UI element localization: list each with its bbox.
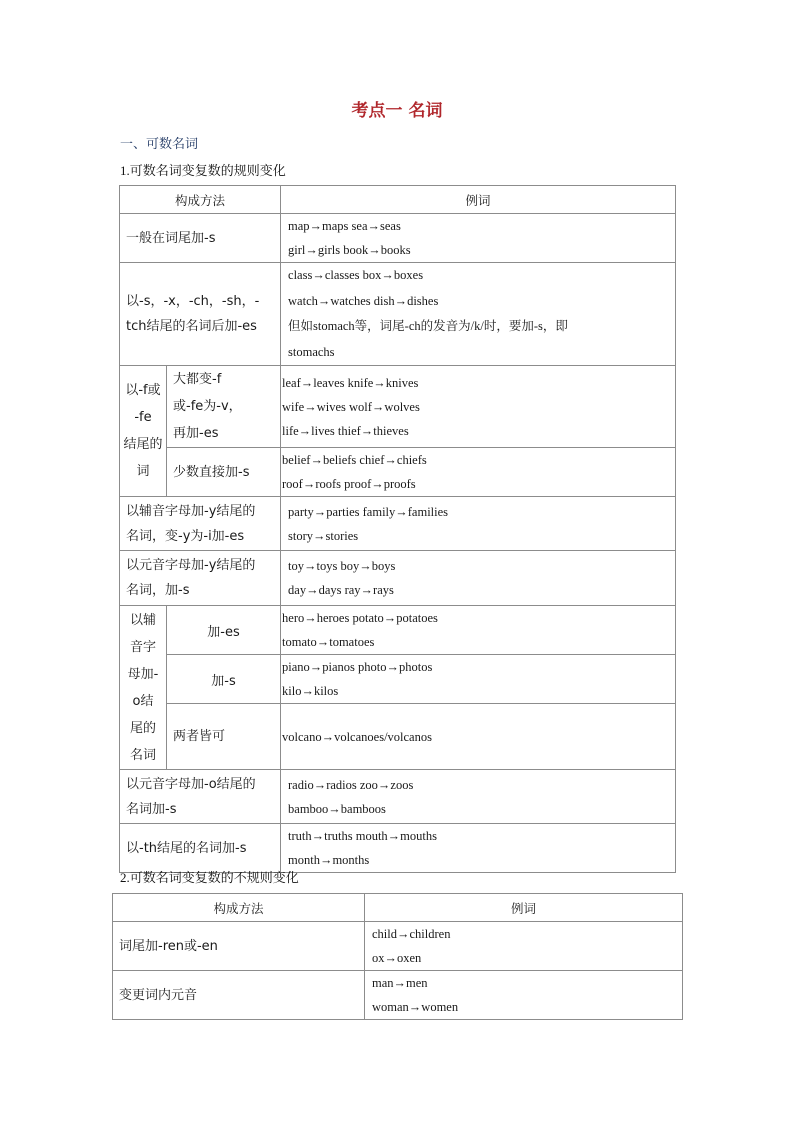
rule-examples [365,971,683,1020]
example-line: bamboo→bamboos [288,801,386,816]
rule-method [167,366,281,448]
example-line: class→classes box→boxes [288,268,424,282]
section-heading-countable-nouns: 一、可数名词 [120,137,199,152]
example-line: truth→truths mouth→mouths [288,829,437,843]
method-line: 以-s，-x，-ch，-sh，- [126,294,260,309]
example-line: wife→wives wolf→wolves [282,399,420,414]
rule-method [120,770,281,824]
method-line: 或-fe为-v， [173,399,242,414]
example-line: watch→watches dish→dishes [288,293,439,308]
group-line: 结尾的 [123,437,163,452]
table-row [120,655,676,704]
example-line: story→stories [288,528,359,543]
example-line: belief→beliefs chief→chiefs [282,453,427,467]
header-method: 构成方法 [113,894,365,922]
table-row [120,366,676,448]
example-line: woman→women [372,1000,459,1014]
table-header-row [120,186,676,214]
rule-examples [365,922,683,971]
example-line: roof→roofs proof→proofs [282,477,416,491]
rule-examples [281,448,676,497]
example-line: leaf→leaves knife→knives [282,375,419,390]
header-examples: 例词 [365,894,683,922]
example-line: man→men [372,976,428,990]
table-row [120,704,676,770]
rule-method: 两者皆可 [167,704,281,770]
rule-method: 少数直接加-s [167,448,281,497]
rule-examples [281,366,676,448]
group-line: 以-f或 [125,383,161,398]
rule-method [120,497,281,551]
table-row [120,448,676,497]
table-row [120,606,676,655]
group-line: 词 [136,464,150,479]
group-line: 名词 [129,747,156,763]
example-line: stomachs [288,344,335,359]
rule-method: 加-s [167,655,281,704]
rule-method: 以-th结尾的名词加-s [120,824,281,873]
example-line: girl→girls book→books [288,243,411,257]
table-row [113,971,683,1020]
group-line: 音字 [129,639,156,655]
rule-examples [281,824,676,873]
example-line: tomato→tomatoes [282,635,375,649]
table-row [120,824,676,873]
group-consonant-o-ending [120,606,167,770]
group-f-fe-ending [120,366,167,497]
table-header-row [113,894,683,922]
group-line: -fe [134,410,152,425]
example-line: day→days ray→rays [288,583,394,597]
page-title: 考点一 名词 [351,101,443,121]
example-line: toy→toys boy→boys [288,559,396,573]
example-line: map→maps sea→seas [288,219,401,233]
method-line: 以辅音字母加-y结尾的 [126,503,256,519]
example-line: life→lives thief→thieves [282,423,409,438]
example-line: kilo→kilos [282,684,339,698]
method-line: 名词，变-y为-i加-es [126,528,245,544]
rule-examples [281,551,676,606]
table-row [120,551,676,606]
method-line: tch结尾的名词后加-es [126,319,257,334]
group-line: 尾的 [129,720,156,736]
header-examples: 例词 [281,186,676,214]
rule-examples [281,214,676,263]
rule-method: 加-es [167,606,281,655]
group-line: o结 [132,693,154,709]
rule-method [120,551,281,606]
table-row [113,922,683,971]
rule-method [120,263,281,366]
example-note: 但如stomach等，词尾-ch的发音为/k/时，要加-s，即 [288,319,568,333]
rule-examples [281,704,676,770]
rule-examples [281,770,676,824]
example-line: ox→oxen [372,951,422,965]
irregular-plural-table [112,893,683,1020]
subheading-regular-plurals: 1.可数名词变复数的规则变化 [120,163,286,178]
rule-method: 变更词内元音 [113,971,365,1020]
method-line: 名词加-s [126,801,177,817]
regular-plural-table [119,185,676,873]
method-line: 以元音字母加-o结尾的 [126,776,256,792]
example-line: child→children [372,927,451,941]
rule-method: 词尾加-ren或-en [113,922,365,971]
rule-examples [281,263,676,366]
table-row [120,263,676,366]
table-row [120,770,676,824]
group-line: 母加- [127,666,159,682]
method-line: 再加-es [173,426,219,441]
example-line: radio→radios zoo→zoos [288,777,414,792]
rule-examples [281,606,676,655]
group-line: 以辅 [129,612,156,628]
rule-examples [281,497,676,551]
table-row [120,214,676,263]
example-line: month→months [288,853,370,867]
subheading-irregular-plurals: 2.可数名词变复数的不规则变化 [120,870,299,885]
table-row [120,497,676,551]
method-line: 以元音字母加-y结尾的 [126,558,256,573]
example-line: party→parties family→families [288,504,449,519]
rule-method: 一般在词尾加-s [120,214,281,263]
method-line: 名词，加-s [126,583,190,598]
method-line: 大都变-f [173,372,222,387]
example-line: volcano→volcanoes/volcanos [282,729,432,744]
header-method: 构成方法 [120,186,281,214]
example-line: piano→pianos photo→photos [282,660,433,674]
rule-examples [281,655,676,704]
example-line: hero→heroes potato→potatoes [282,611,438,625]
